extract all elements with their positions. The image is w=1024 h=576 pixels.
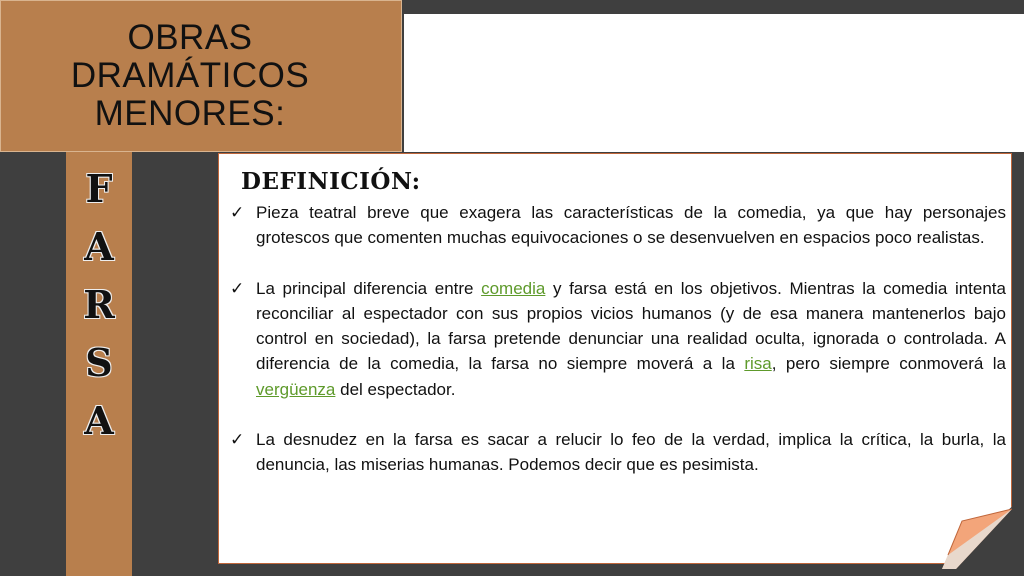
bullet2-part4: del espectador.	[335, 379, 456, 399]
risa-link[interactable]: risa	[744, 354, 772, 374]
bullet-text-2	[256, 276, 1006, 402]
page-curl-icon	[942, 497, 1014, 569]
bullet2-part1: La principal diferencia entre	[256, 278, 482, 298]
side-letters	[66, 160, 132, 450]
bullet2-part3: , pero siempre conmoverá la	[771, 354, 1006, 374]
bullet-text-3: La desnudez en la farsa es sacar a relucir lo feo de la verdad, implica la crítica, la burla, la denuncia, las miserias humanas. Podemos decir que es pesimista.	[256, 430, 1006, 475]
header-white-band	[404, 14, 1024, 152]
card-heading: DEFINICIÓN:	[241, 168, 421, 195]
bullet-item	[230, 427, 1006, 478]
check-icon: ✓	[230, 278, 245, 298]
title-box	[0, 0, 402, 152]
slide-title	[71, 19, 309, 133]
bullet-text-1: Pieza teatral breve que exagera las características de la comedia, ya que hay personajes grotescos que comenten muchas equivocaciones o se desenvuelven en espacios poco realistas.	[256, 203, 1006, 248]
check-icon: ✓	[230, 203, 245, 222]
title-line-3: MENORES:	[94, 94, 286, 133]
check-icon: ✓	[230, 430, 245, 450]
side-letter-2: A	[84, 224, 114, 269]
comedia-link[interactable]: comedia	[481, 278, 546, 298]
bullet-list	[230, 200, 1006, 503]
title-line-1: OBRAS	[127, 18, 253, 57]
side-letter-3: R	[83, 282, 115, 327]
bullet2-part2: y farsa está en los objetivos. Mientras la comedia intenta reconciliar al espectador con sus propios vicios humanos (y de esa manera mantenerlos bajo control en sociedad), la farsa pretende denunciar una realidad oculta, ignorada o controlada. A diferencia de la comedia, la farsa no siempre moverá a la	[256, 278, 1006, 374]
top-dark-strip	[404, 0, 1024, 14]
verguenza-link[interactable]: vergüenza	[256, 379, 336, 399]
side-letter-5: A	[84, 398, 114, 443]
bullet-item	[230, 200, 1006, 251]
title-line-2: DRAMÁTICOS	[70, 56, 310, 95]
side-letter-1: F	[85, 166, 113, 211]
side-letter-4: S	[85, 340, 113, 385]
bullet-item	[230, 276, 1006, 402]
